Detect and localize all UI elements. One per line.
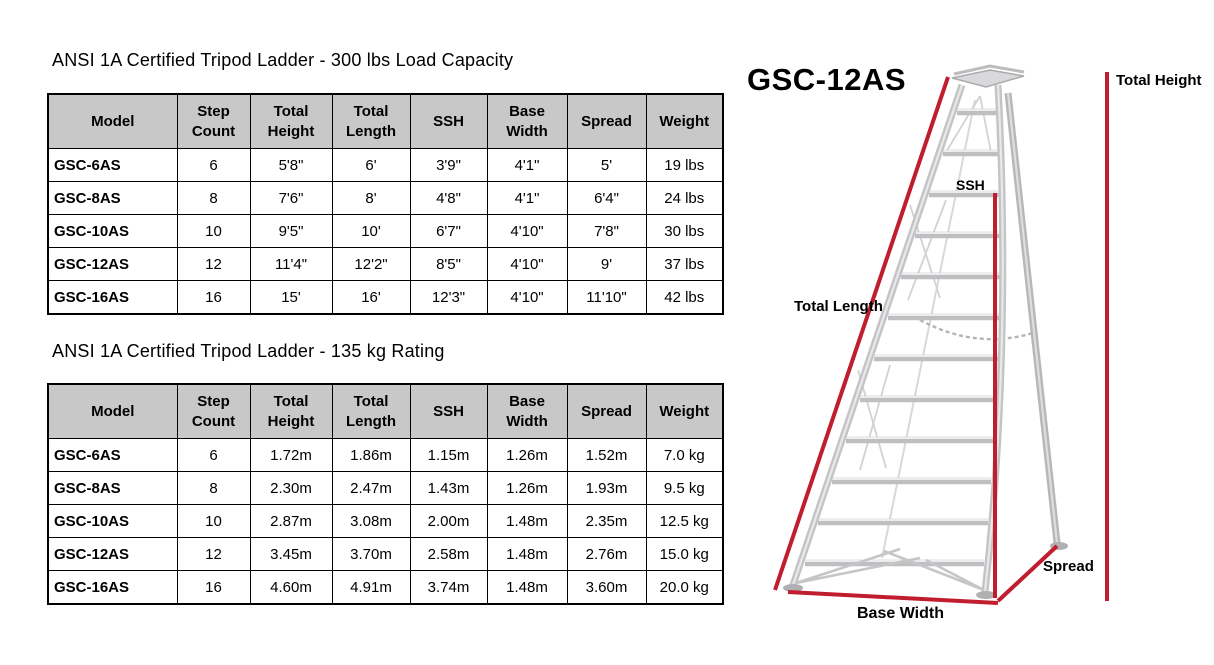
table-cell: 19 lbs [646,149,723,182]
table-cell: 3.74m [410,571,487,605]
table-cell: 8 [177,472,250,505]
table-cell: 3'9" [410,149,487,182]
table-cell: 20.0 kg [646,571,723,605]
table-row [48,538,723,571]
column-header: Spread [567,384,646,439]
table-cell: 10 [177,215,250,248]
table-cell: 12 [177,538,250,571]
table-cell: 5' [567,149,646,182]
table-cell: 12'2" [332,248,410,281]
table-cell: 6' [332,149,410,182]
table-cell: 3.45m [250,538,332,571]
column-header: Total Length [332,384,410,439]
column-header: Weight [646,94,723,149]
table-cell: 4.91m [332,571,410,605]
table-cell: 12.5 kg [646,505,723,538]
table-row [48,571,723,605]
table-cell: 4'1" [487,149,567,182]
table-cell: 8'5" [410,248,487,281]
table-cell: 7.0 kg [646,439,723,472]
section-title-imperial: ANSI 1A Certified Tripod Ladder - 300 lbs Load Capacity [52,50,514,70]
table-row [48,182,723,215]
table-cell: 2.58m [410,538,487,571]
column-header: Model [48,94,177,149]
table-cell: 1.43m [410,472,487,505]
table-cell: 6 [177,439,250,472]
dimension-line-base-width [788,592,998,603]
table-cell: 42 lbs [646,281,723,315]
table-cell: 4'10" [487,248,567,281]
column-header: Weight [646,384,723,439]
table-cell: 6'7" [410,215,487,248]
table-cell: 30 lbs [646,215,723,248]
table-cell: 1.26m [487,439,567,472]
table-cell: 1.15m [410,439,487,472]
table-cell: 3.70m [332,538,410,571]
table-cell: 2.76m [567,538,646,571]
table-cell: 16 [177,571,250,605]
column-header: SSH [410,94,487,149]
table-cell: 24 lbs [646,182,723,215]
table-cell: 1.48m [487,571,567,605]
model-cell: GSC-10AS [48,215,177,248]
table-cell: 10' [332,215,410,248]
table-cell: 4.60m [250,571,332,605]
spec-table-metric [47,383,724,605]
table-cell: 8 [177,182,250,215]
column-header: Total Height [250,94,332,149]
column-header: SSH [410,384,487,439]
section-title-metric: ANSI 1A Certified Tripod Ladder - 135 kg Rating [52,341,445,361]
table-row [48,248,723,281]
table-cell: 1.52m [567,439,646,472]
model-cell: GSC-12AS [48,538,177,571]
table-cell: 2.87m [250,505,332,538]
table-cell: 9.5 kg [646,472,723,505]
model-cell: GSC-8AS [48,472,177,505]
table-cell: 1.26m [487,472,567,505]
table-cell: 1.48m [487,505,567,538]
column-header: Base Width [487,384,567,439]
table-cell: 15.0 kg [646,538,723,571]
table-cell: 2.30m [250,472,332,505]
table-row [48,215,723,248]
column-header: Total Length [332,94,410,149]
table-cell: 5'8" [250,149,332,182]
table-row [48,439,723,472]
table-cell: 2.47m [332,472,410,505]
table-row [48,281,723,315]
table-cell: 15' [250,281,332,315]
table-header-row [48,94,723,149]
table-cell: 6'4" [567,182,646,215]
table-cell: 16' [332,281,410,315]
table-cell: 3.60m [567,571,646,605]
table-header-row [48,384,723,439]
table-cell: 4'10" [487,281,567,315]
ssh-label: SSH [956,177,985,193]
table-cell: 1.48m [487,538,567,571]
table-cell: 12'3" [410,281,487,315]
spec-table-imperial [47,93,724,315]
table-cell: 4'1" [487,182,567,215]
table-cell: 4'10" [487,215,567,248]
table-cell: 11'4" [250,248,332,281]
dimension-line-total-length [775,77,948,590]
table-cell: 4'8" [410,182,487,215]
table-cell: 8' [332,182,410,215]
table-cell: 37 lbs [646,248,723,281]
table-cell: 1.86m [332,439,410,472]
model-cell: GSC-6AS [48,149,177,182]
model-cell: GSC-16AS [48,281,177,315]
spread-label: Spread [1043,558,1094,575]
total-length-label: Total Length [794,298,883,315]
model-cell: GSC-6AS [48,439,177,472]
table-cell: 7'6" [250,182,332,215]
column-header: Step Count [177,384,250,439]
table-cell: 9' [567,248,646,281]
table-cell: 10 [177,505,250,538]
column-header: Model [48,384,177,439]
table-cell: 16 [177,281,250,315]
model-cell: GSC-10AS [48,505,177,538]
table-cell: 2.35m [567,505,646,538]
model-cell: GSC-12AS [48,248,177,281]
table-cell: 11'10" [567,281,646,315]
column-header: Total Height [250,384,332,439]
table-row [48,472,723,505]
total-height-label: Total Height [1116,72,1202,89]
table-cell: 3.08m [332,505,410,538]
table-cell: 1.93m [567,472,646,505]
table-cell: 2.00m [410,505,487,538]
model-cell: GSC-16AS [48,571,177,605]
table-cell: 1.72m [250,439,332,472]
table-cell: 12 [177,248,250,281]
column-header: Spread [567,94,646,149]
ladder-illustration [740,0,1214,665]
ladder-diagram [740,0,1214,665]
table-row [48,149,723,182]
table-row [48,505,723,538]
base-width-label: Base Width [857,605,944,622]
diagram-model-title: GSC-12AS [747,62,907,97]
column-header: Base Width [487,94,567,149]
model-cell: GSC-8AS [48,182,177,215]
column-header: Step Count [177,94,250,149]
table-cell: 9'5" [250,215,332,248]
table-cell: 7'8" [567,215,646,248]
table-cell: 6 [177,149,250,182]
